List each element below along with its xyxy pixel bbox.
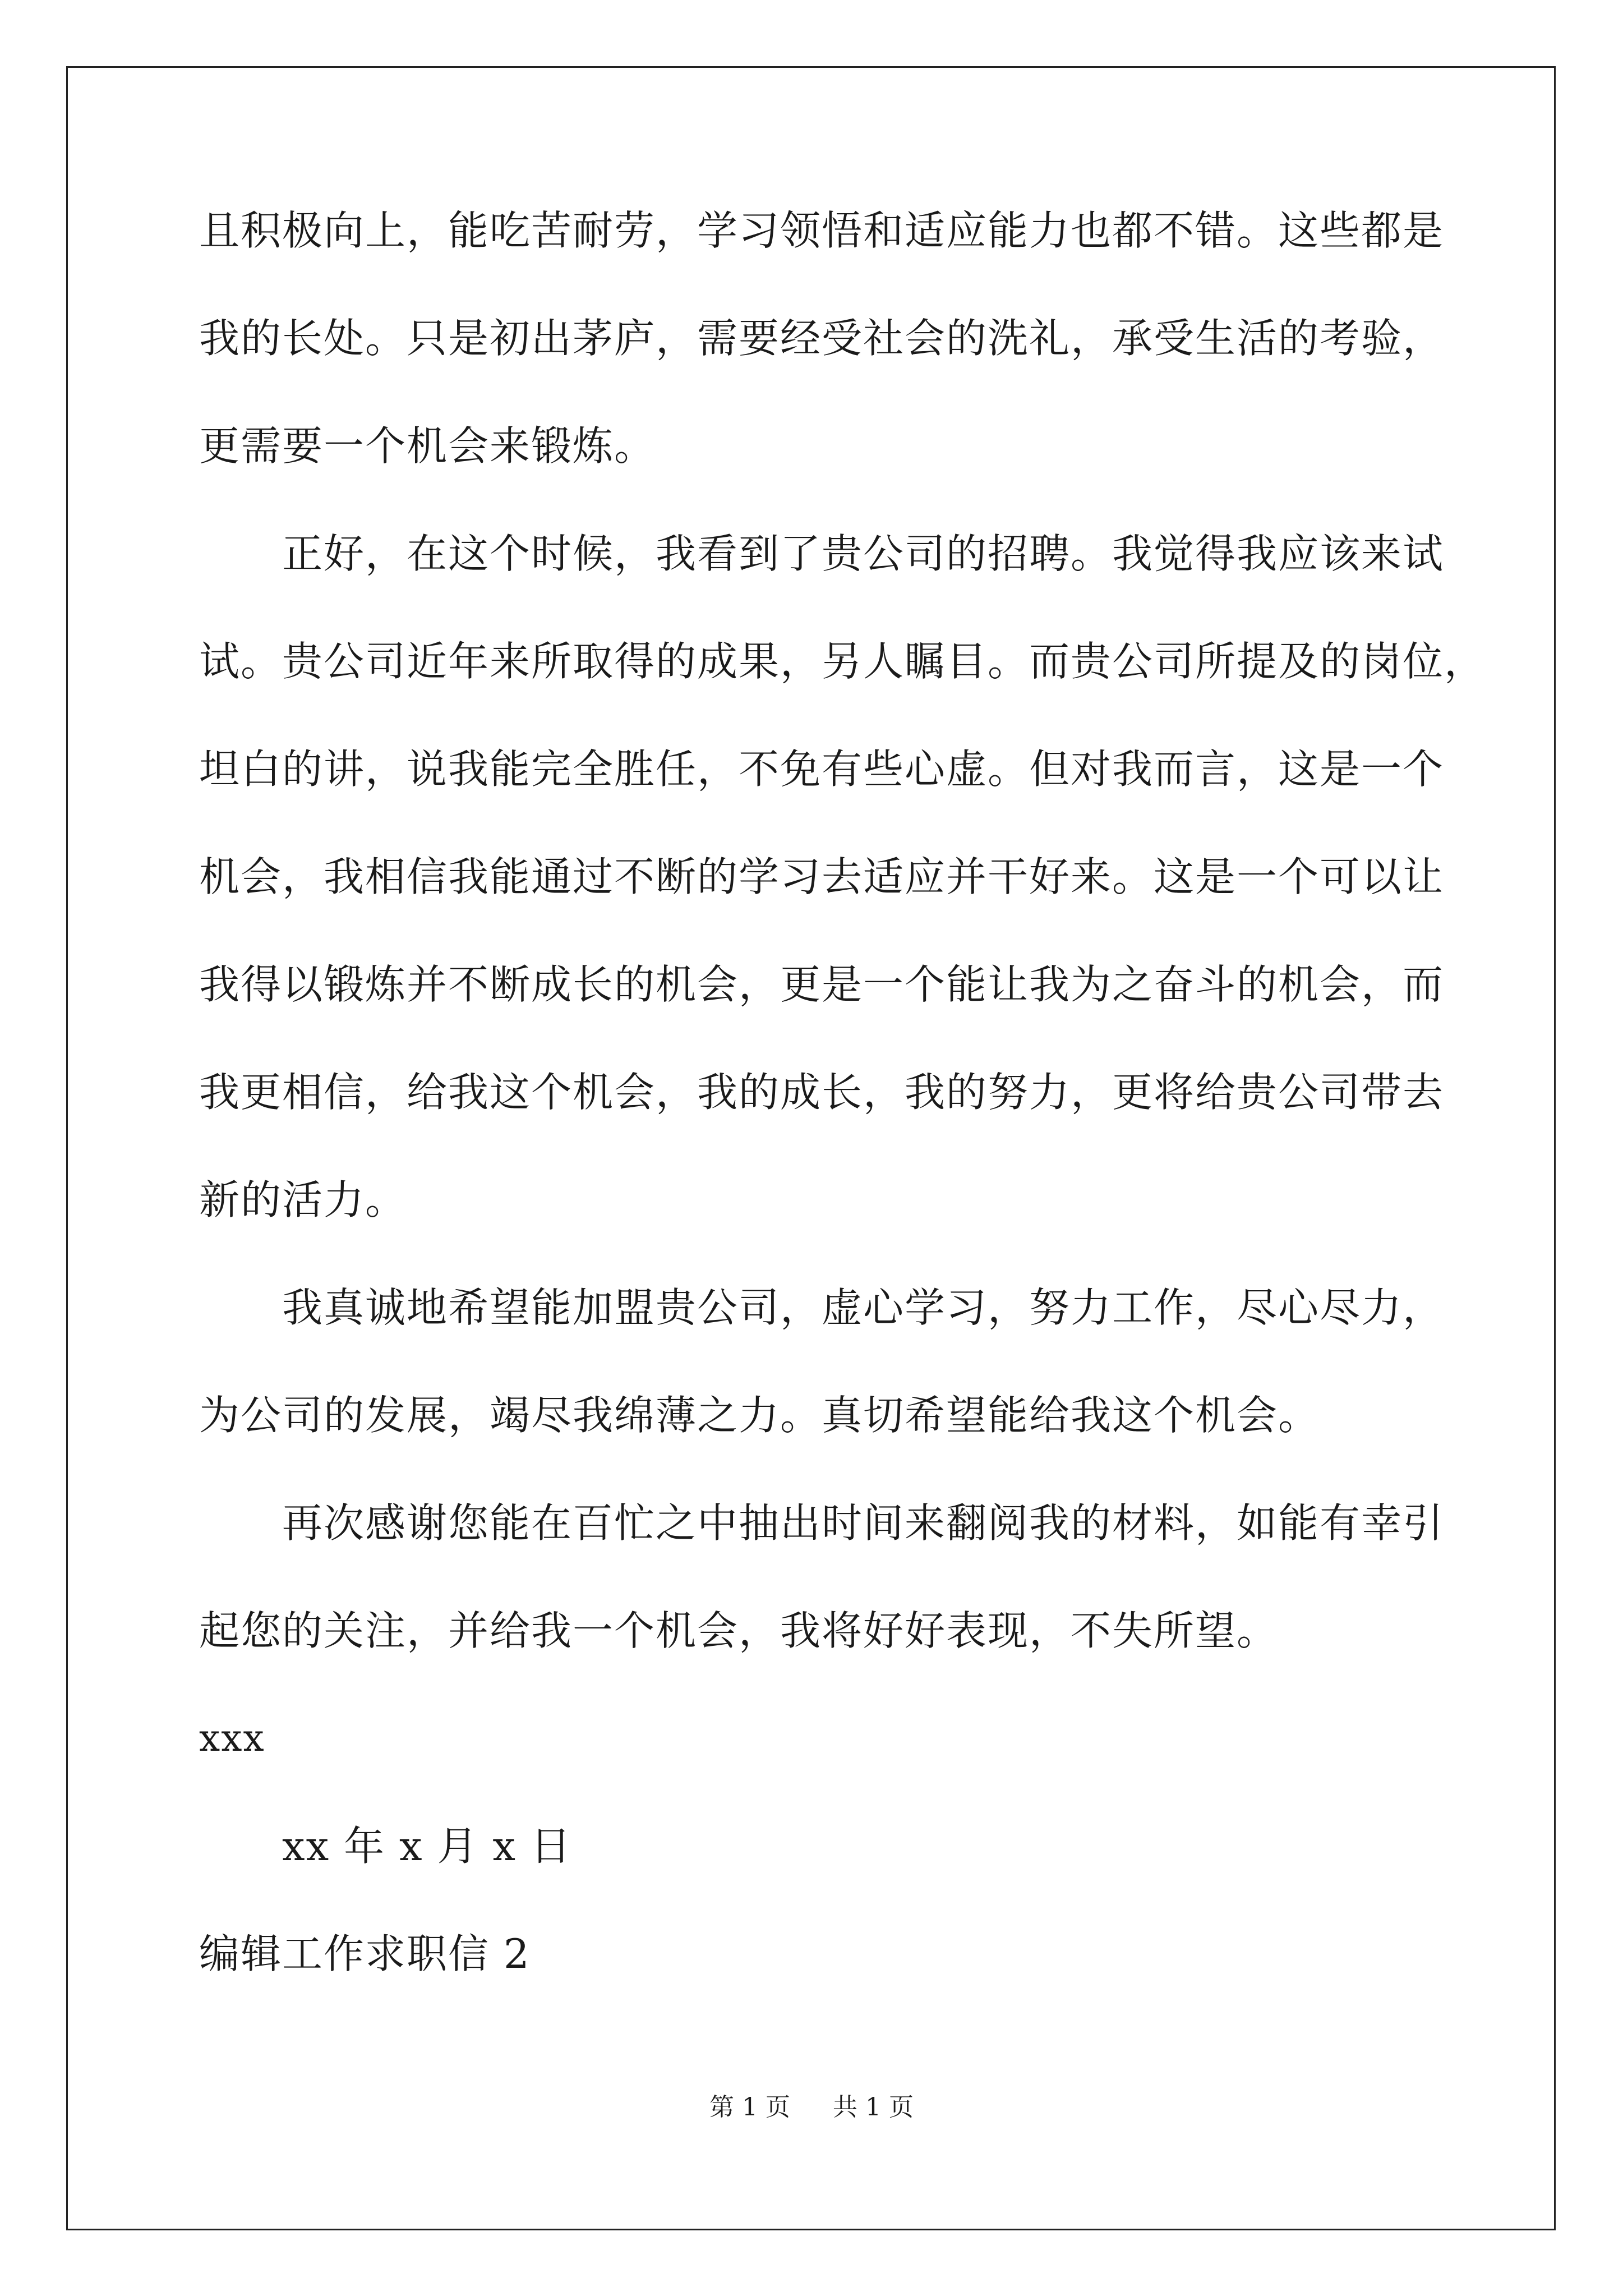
letter-body xyxy=(199,207,1486,2041)
paragraph-start: 再次感谢您能在百忙之中抽出时间来翻阅我的材料，如能有幸引 xyxy=(282,1499,1445,1547)
section-title: 编辑工作求职信 2 xyxy=(199,1930,531,1977)
text-line: 新的活力。 xyxy=(199,1176,407,1223)
page-footer xyxy=(0,2095,1623,2120)
text-line: 更需要一个机会来锻炼。 xyxy=(199,422,656,470)
text-line: 我更相信，给我这个机会，我的成长，我的努力，更将给贵公司带去 xyxy=(199,1069,1445,1116)
signature-name: xxx xyxy=(199,1717,265,1760)
page-total: 共 1 页 xyxy=(833,2093,914,2122)
text-line: 且积极向上，能吃苦耐劳，学习领悟和适应能力也都不错。这些都是 xyxy=(199,207,1445,254)
text-line: 机会，我相信我能通过不断的学习去适应并干好来。这是一个可以让 xyxy=(199,853,1445,900)
text-line: 我得以锻炼并不断成长的机会，更是一个能让我为之奋斗的机会，而 xyxy=(199,961,1445,1008)
text-line: 试。贵公司近年来所取得的成果，另人瞩目。而贵公司所提及的岗位， xyxy=(199,638,1486,685)
paragraph-start: 我真诚地希望能加盟贵公司，虚心学习，努力工作，尽心尽力， xyxy=(282,1284,1445,1331)
text-line: 起您的关注，并给我一个机会，我将好好表现，不失所望。 xyxy=(199,1607,1279,1654)
page-number: 第 1 页 xyxy=(709,2093,790,2122)
text-line: 为公司的发展，竭尽我绵薄之力。真切希望能给我这个机会。 xyxy=(199,1392,1320,1439)
text-line: 坦白的讲，说我能完全胜任，不免有些心虚。但对我而言，这是一个 xyxy=(199,746,1445,793)
signature-date: xx 年 x 月 x 日 xyxy=(282,1823,572,1870)
paragraph-start: 正好，在这个时候，我看到了贵公司的招聘。我觉得我应该来试 xyxy=(282,530,1445,577)
text-line: 我的长处。只是初出茅庐，需要经受社会的洗礼，承受生活的考验， xyxy=(199,315,1445,362)
